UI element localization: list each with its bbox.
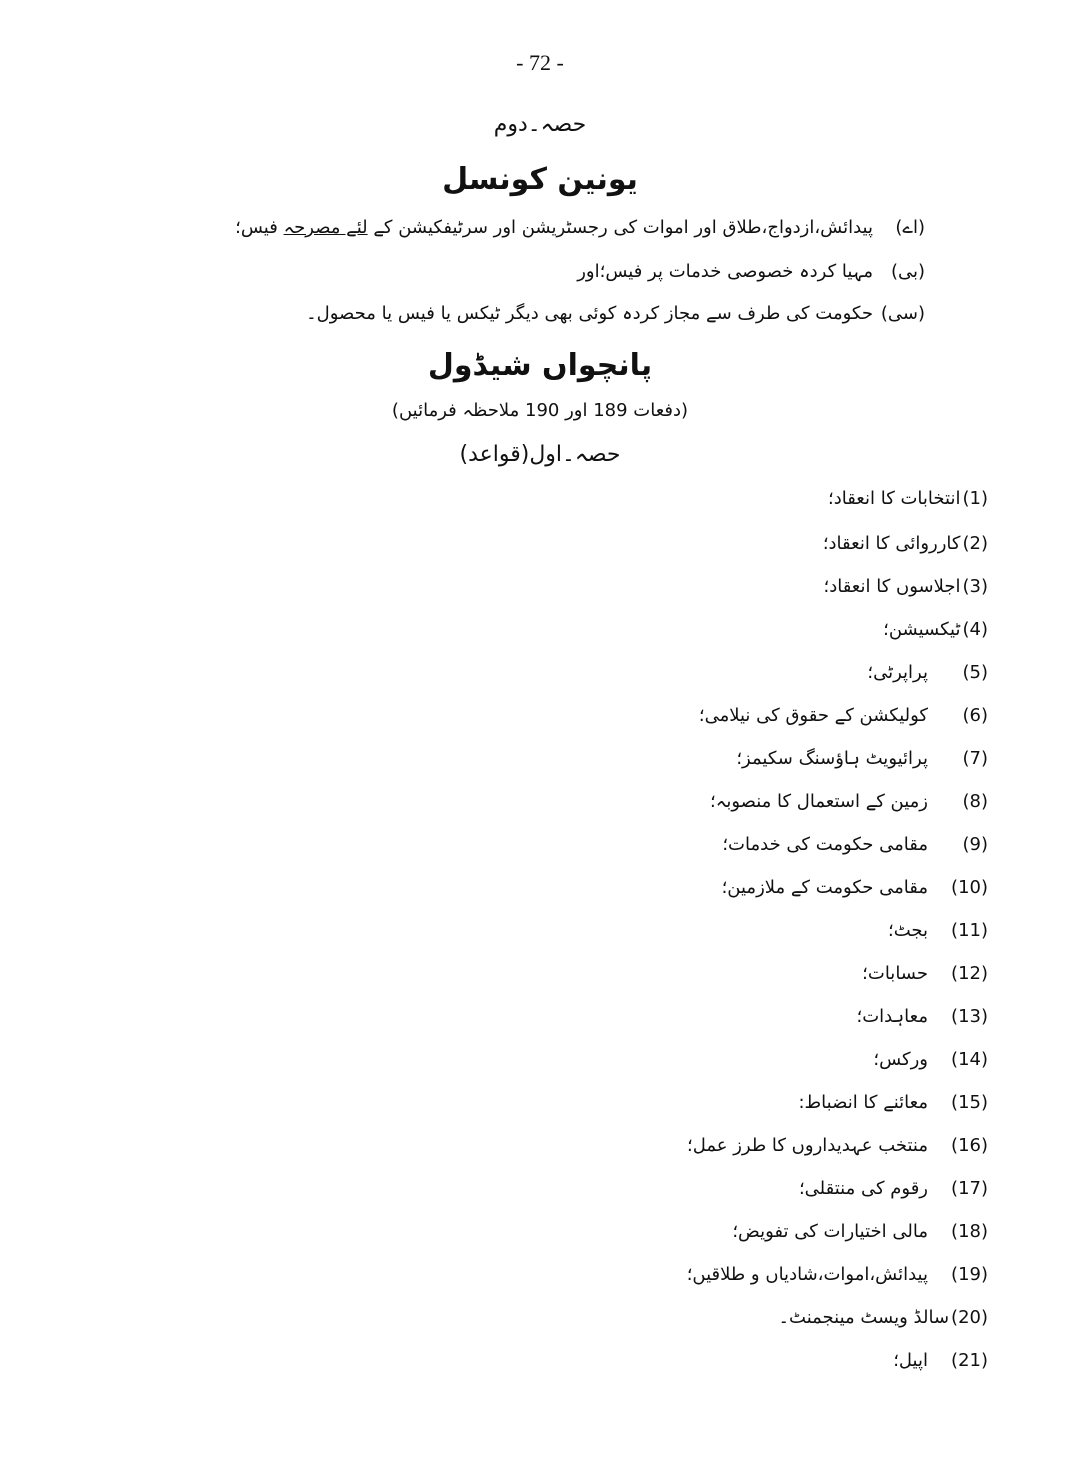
list-item-text: کولیکشن کے حقوق کی نیلامی؛ — [698, 705, 928, 726]
list-item-text: پیدائش،اموات،شادیاں و طلاقیں؛ — [686, 1264, 928, 1285]
union-council-title: یونین کونسل — [442, 162, 638, 197]
list-item-text: سالڈ ویسٹ مینجمنٹ۔ — [778, 1307, 950, 1328]
list-item-number: (18) — [951, 1221, 988, 1242]
list-item-text: حسابات؛ — [862, 963, 928, 984]
list-item-text: منتخب عہدیداروں کا طرز عمل؛ — [687, 1135, 928, 1156]
list-item-number: (8) — [962, 791, 988, 812]
list-item-number: (3) — [962, 576, 988, 597]
clause-text: مہیا کردہ خصوصی خدمات پر فیس؛اور — [577, 261, 873, 282]
list-item-number: (13) — [951, 1006, 988, 1027]
clause-text: حکومت کی طرف سے مجاز کردہ کوئی بھی دیگر ٹیکس یا فیس یا محصول۔ — [306, 303, 873, 324]
list-item-text: پراپرٹی؛ — [867, 662, 928, 683]
part-one-heading: حصہ۔اول(قواعد) — [459, 442, 621, 467]
list-item-number: (9) — [962, 834, 988, 855]
list-item-text: مقامی حکومت کے ملازمین؛ — [721, 877, 928, 898]
list-item — [828, 488, 988, 509]
list-item-text: پرائیویٹ ہاؤسنگ سکیمز؛ — [736, 748, 928, 769]
list-item — [888, 920, 988, 941]
list-item-number: (11) — [951, 920, 988, 941]
clause-marker: (بی) — [890, 261, 925, 282]
clause-text-part: فیس؛ — [235, 217, 278, 238]
list-item — [722, 834, 988, 855]
clause-text — [235, 217, 873, 238]
list-item-text: انتخابات کا انعقاد؛ — [827, 488, 961, 509]
list-item-text: مقامی حکومت کی خدمات؛ — [722, 834, 928, 855]
list-item-number: (2) — [962, 533, 988, 554]
clause-marker: (اے) — [895, 217, 925, 238]
list-item-text: رقوم کی منتقلی؛ — [798, 1178, 928, 1199]
clause-underlined-text: لئے مصرحہ — [283, 217, 368, 238]
list-item — [732, 1221, 988, 1242]
list-item-number: (19) — [951, 1264, 988, 1285]
list-item — [699, 705, 988, 726]
list-item-number: (1) — [962, 488, 988, 509]
list-item-text: ٹیکسیشن؛ — [883, 619, 961, 640]
schedule-reference: (دفعات 189 اور 190 ملاحظہ فرمائیں) — [391, 400, 689, 421]
list-item-number: (4) — [962, 619, 988, 640]
list-item — [867, 662, 988, 683]
list-item-number: (21) — [951, 1350, 988, 1371]
list-item-number: (6) — [962, 705, 988, 726]
list-item — [893, 1350, 988, 1371]
list-item-number: (5) — [962, 662, 988, 683]
list-item-text: مالی اختیارات کی تفویض؛ — [732, 1221, 928, 1242]
page-number: - 72 - — [516, 50, 564, 75]
list-item-number: (17) — [951, 1178, 988, 1199]
list-item — [862, 963, 988, 984]
clause-b — [577, 261, 925, 282]
clause-text-part: پیدائش،ازدواج،طلاق اور اموات کی رجسٹریشن اور سرٹیفکیشن کے — [373, 217, 873, 238]
list-item-text: اجلاسوں کا انعقاد؛ — [823, 576, 961, 597]
list-item — [873, 1049, 988, 1070]
list-item — [687, 1135, 988, 1156]
list-item-text: کارروائی کا انعقاد؛ — [822, 533, 961, 554]
clause-c — [306, 303, 925, 324]
list-item-text: اپیل؛ — [893, 1350, 928, 1371]
list-item — [778, 1307, 988, 1328]
list-item-text: معائنے کا انضباط: — [798, 1092, 928, 1113]
list-item-text: ورکس؛ — [873, 1049, 928, 1070]
clause-marker: (سی) — [880, 303, 925, 324]
list-item — [798, 1092, 988, 1113]
list-item-number: (12) — [951, 963, 988, 984]
list-item — [857, 1006, 988, 1027]
list-item — [736, 748, 988, 769]
list-item-number: (7) — [962, 748, 988, 769]
list-item-number: (14) — [951, 1049, 988, 1070]
list-item-number: (20) — [951, 1307, 988, 1328]
list-item-number: (15) — [951, 1092, 988, 1113]
list-item-number: (16) — [951, 1135, 988, 1156]
fifth-schedule-title: پانچواں شیڈول — [427, 348, 653, 383]
list-item — [823, 576, 988, 597]
list-item-text: بجٹ؛ — [887, 920, 928, 941]
part-two-heading: حصہ۔دوم — [493, 112, 587, 137]
list-item-text: زمین کے استعمال کا منصوبہ؛ — [710, 791, 928, 812]
list-item — [687, 1264, 988, 1285]
list-item — [722, 877, 988, 898]
list-item — [823, 533, 988, 554]
clause-a — [235, 217, 925, 238]
list-item-number: (10) — [951, 877, 988, 898]
list-item — [799, 1178, 988, 1199]
list-item — [883, 619, 988, 640]
list-item-text: معاہدات؛ — [856, 1006, 928, 1027]
list-item — [710, 791, 988, 812]
